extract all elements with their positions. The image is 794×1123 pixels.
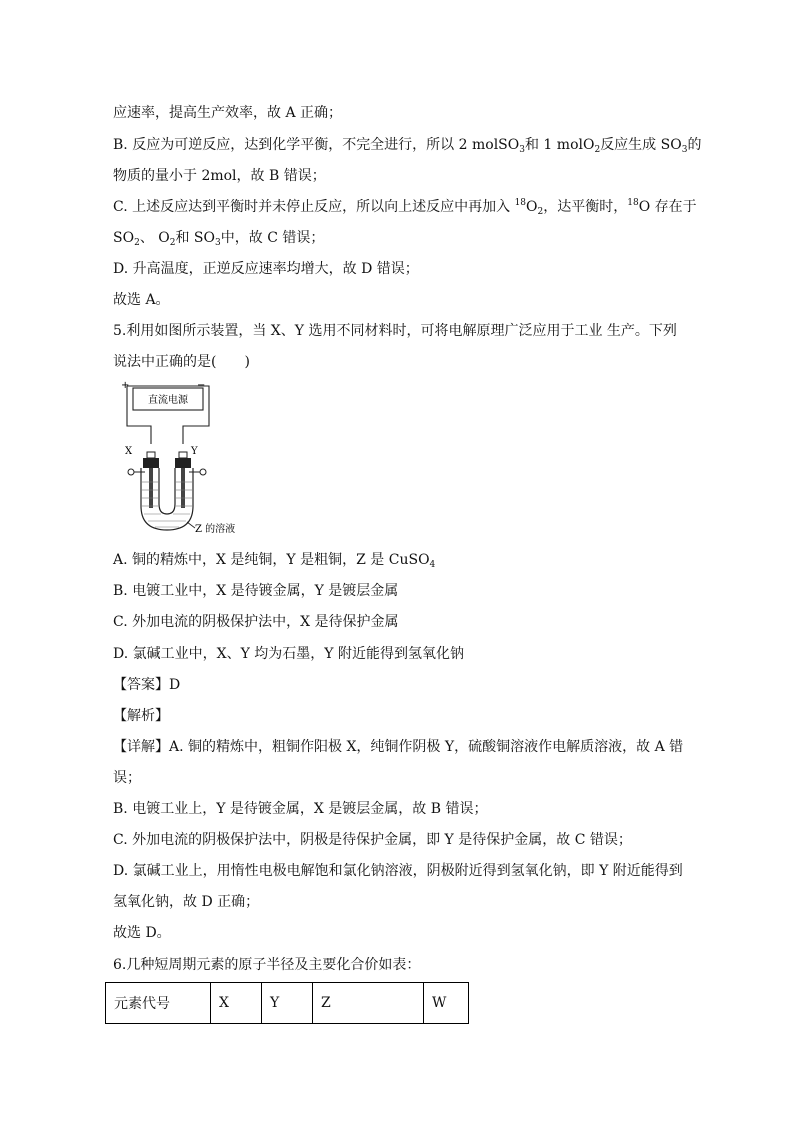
- text-line: 应速率，提高生产效率，故 A 正确；: [113, 105, 343, 121]
- table-cell: W: [424, 983, 469, 1024]
- text-line: D. 升高温度，正逆反应速率均增大，故 D 错误；: [113, 261, 419, 277]
- answer-value: D: [169, 677, 181, 693]
- text-line: $SO_2$、 $O_2$和 $SO_3$中，故 C 错误；: [113, 230, 325, 248]
- electrolysis-diagram: [113, 378, 253, 538]
- option-a: A. 铜的精炼中，X 是纯铜，Y 是粗铜，Z 是 CuSO$_4$: [113, 552, 436, 570]
- question-6-stem: 6.几种短周期元素的原子半径及主要化合价如表：: [113, 957, 421, 973]
- analysis-final: 故选 D。: [113, 925, 171, 941]
- element-table: [105, 982, 469, 1024]
- text-line: 物质的量小于 2mol，故 B 错误；: [113, 168, 326, 184]
- solution-label: Z 的溶液: [195, 524, 236, 535]
- power-label: 直流电源: [148, 395, 188, 406]
- analysis-b: B. 电镀工业上，Y 是待镀金属，X 是镀层金属，故 B 错误；: [113, 801, 488, 817]
- question-5-stem: 说法中正确的是( ): [113, 354, 250, 370]
- table-cell: Z: [313, 983, 424, 1024]
- option-c: C. 外加电流的阴极保护法中，X 是待保护金属: [113, 614, 399, 630]
- analysis-label: 【解析】: [113, 708, 169, 724]
- table-cell: Y: [262, 983, 313, 1024]
- answer-line: [113, 675, 180, 695]
- electrode-x-label: X: [125, 446, 133, 457]
- text-line: 故选 A。: [113, 292, 170, 308]
- analysis-detail: 【详解】A. 铜的精炼中，粗铜作阳极 X，纯铜作阴极 Y，硫酸铜溶液作电解质溶液，故 A 错: [113, 739, 684, 755]
- option-d: D. 氯碱工业中，X、Y 均为石墨，Y 附近能得到氢氧化钠: [113, 646, 464, 662]
- analysis-d: D. 氯碱工业上，用惰性电极电解饱和氯化钠溶液，阴极附近得到氢氧化钠，即 Y 附近能得到: [113, 863, 683, 879]
- analysis-detail: 误；: [113, 770, 141, 786]
- electrode-y-label: Y: [191, 446, 198, 457]
- text-line: B. 反应为可逆反应，达到化学平衡，不完全进行，所以 2 molSO$_3$和 1 molO$_2$反应生成 $SO_3$的: [113, 137, 702, 155]
- question-5-stem: 5.利用如图所示装置，当 X、Y 选用不同材料时，可将电解原理广泛应用于工业 生产。下列: [113, 323, 677, 339]
- minus-sign: −: [197, 380, 206, 391]
- option-b: B. 电镀工业中，X 是待镀金属，Y 是镀层金属: [113, 583, 399, 599]
- table-cell: 元素代号: [106, 983, 211, 1024]
- table-row: [106, 983, 469, 1024]
- analysis-d: 氢氧化钠，故 D 正确；: [113, 894, 260, 910]
- plus-sign: +: [121, 380, 130, 391]
- answer-label: 【答案】: [113, 677, 169, 693]
- text-line: C. 上述反应达到平衡时并未停止反应，所以向上述反应中再加入 $^{18}O_2$，达平衡时，$^{18}$O 存在于: [113, 198, 697, 217]
- table-cell: X: [211, 983, 262, 1024]
- analysis-c: C. 外加电流的阴极保护法中，阴极是待保护金属，即 Y 是待保护金属，故 C 错误；: [113, 832, 632, 848]
